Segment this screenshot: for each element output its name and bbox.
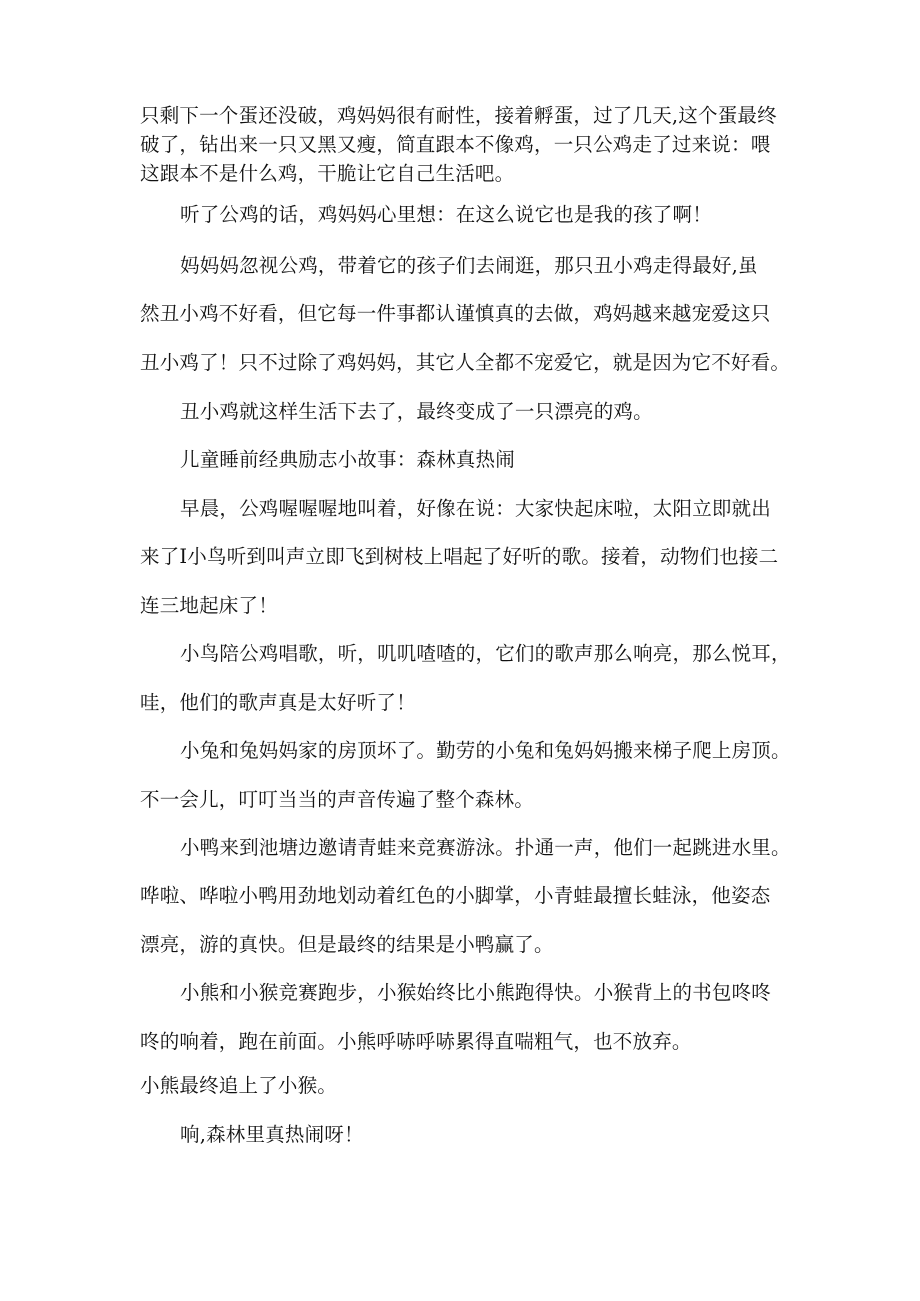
story-title: 儿童睡前经典励志小故事：森林真热闹 [180,448,515,471]
text-line: 来了I小鸟听到叫声立即飞到树枝上唱起了好听的歌。接着，动物们也接二 [140,545,779,568]
text-line: 丑小鸡就这样生活下去了，最终变成了一只漂亮的鸡。 [180,400,653,423]
text-line: 听了公鸡的话，鸡妈妈心里想：在这么说它也是我的孩了啊！ [180,203,712,226]
text-line: 小兔和兔妈妈家的房顶坏了。勤劳的小兔和兔妈妈搬来梯子爬上房顶。 [180,739,791,762]
text-line: 连三地起床了！ [140,594,278,617]
text-line: 只剩下一个蛋还没破，鸡妈妈很有耐性，接着孵蛋，过了几天,这个蛋最终 [140,104,777,127]
text-line: 咚的响着，跑在前面。小熊呼哧呼哧累得直喘粗气，也不放弃。 [140,1030,692,1053]
text-line: 小鸟陪公鸡唱歌，听，叽叽喳喳的，它们的歌声那么响亮，那么悦耳， [180,642,791,665]
text-line: 丑小鸡了！只不过除了鸡妈妈，其它人全都不宠爱它，就是因为它不好看。 [140,351,791,374]
text-line: 哗啦、哗啦小鸭用劲地划动着红色的小脚掌，小青蛙最擅长蛙泳，他姿态 [140,884,771,907]
text-line: 小熊和小猴竞赛跑步，小猴始终比小熊跑得快。小猴背上的书包咚咚 [180,981,772,1004]
text-line: 破了，钻出来一只又黑又瘦，简直跟本不像鸡，一只公鸡走了过来说：喂 [140,133,771,156]
text-line: 妈妈妈忽视公鸡，带着它的孩子们去闹逛，那只丑小鸡走得最好,虽 [180,254,758,277]
text-line: 然丑小鸡不好看，但它每一件事都认谨慎真的去做，鸡妈越来越宠爱这只 [140,302,771,325]
text-line: 响,森林里真热闹呀！ [180,1123,364,1146]
text-line: 哇，他们的歌声真是太好听了！ [140,691,416,714]
text-line: 不一会儿，叮叮当当的声音传遍了整个森林。 [140,788,535,811]
text-line: 这跟本不是什么鸡，干脆让它自己生活吧。 [140,162,515,185]
text-line: 小鸭来到池塘边邀请青蛙来竞赛游泳。扑通一声，他们一起跳进水里。 [180,836,791,859]
text-line: 小熊最终追上了小猴。 [140,1074,338,1097]
text-line: 早晨，公鸡喔喔喔地叫着，好像在说：大家快起床啦，太阳立即就出 [180,497,772,520]
text-line: 漂亮，游的真快。但是最终的结果是小鸭赢了。 [140,933,554,956]
